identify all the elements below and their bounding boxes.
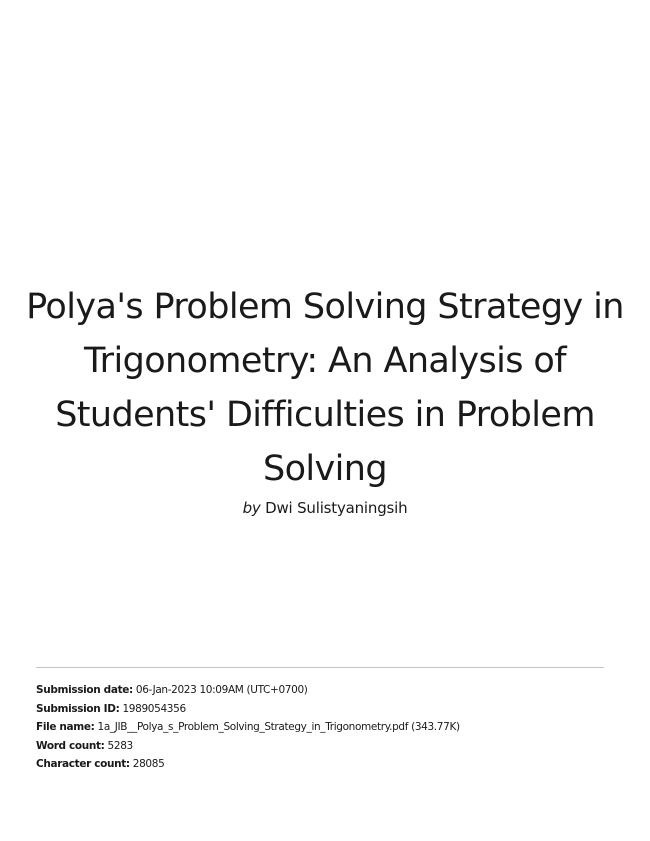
submission-date-row bbox=[36, 681, 460, 700]
character-count-value: 28085 bbox=[132, 758, 165, 770]
word-count-label: Word count: bbox=[36, 739, 105, 752]
submission-info bbox=[36, 681, 460, 774]
submission-id-value: 1989054356 bbox=[122, 702, 186, 715]
file-name-label: File name: bbox=[36, 721, 95, 733]
document-title: Polya's Problem Solving Strategy in Trigonometry: An Analysis of Students' Difficulties in Problem Solving bbox=[26, 287, 624, 489]
submission-date-value: 06-Jan-2023 10:09AM (UTC+0700) bbox=[135, 684, 308, 696]
word-count-value: 5283 bbox=[107, 739, 133, 752]
character-count-row bbox=[36, 755, 460, 774]
title-block bbox=[20, 280, 630, 518]
file-name-value: 1a_JIB__Polya_s_Problem_Solving_Strategy_in_Trigonometry.pdf (343.77K) bbox=[97, 721, 460, 733]
byline-by: by bbox=[242, 499, 261, 517]
submission-id-row bbox=[36, 700, 460, 719]
byline bbox=[20, 498, 630, 518]
word-count-row bbox=[36, 737, 460, 756]
submission-date-label: Submission date: bbox=[36, 684, 133, 696]
file-name-row bbox=[36, 718, 460, 737]
divider bbox=[36, 667, 604, 668]
character-count-label: Character count: bbox=[36, 758, 130, 770]
submission-id-label: Submission ID: bbox=[36, 702, 120, 715]
author-name: Dwi Sulistyaningsih bbox=[265, 499, 408, 517]
